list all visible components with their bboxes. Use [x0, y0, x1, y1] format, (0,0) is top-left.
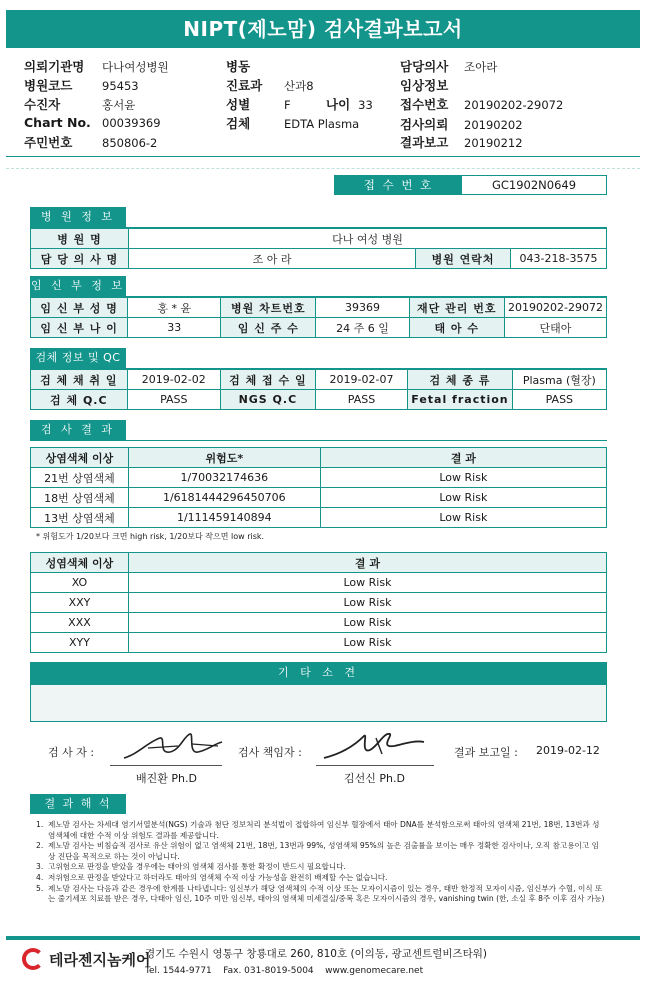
section-specimen-qc: 검체 정보 및 QC [30, 348, 126, 368]
section-patient-info: 임 신 부 정 보 [30, 276, 126, 296]
meta-age: 나이 33 [326, 97, 373, 112]
table-row [31, 249, 607, 269]
column-header: 결 과 [128, 553, 606, 573]
column-header: 위험도* [128, 448, 320, 468]
table-row [31, 298, 607, 318]
meta-report-date: 결과보고 20190212 [400, 135, 523, 150]
patient-name-value: 홍 * 윤 [128, 298, 221, 318]
company-contact [145, 966, 423, 976]
table-row [31, 488, 607, 508]
other-findings-box [30, 684, 607, 722]
autosome-results-table [30, 447, 607, 528]
table-row [31, 468, 607, 488]
header-divider [6, 156, 640, 157]
tester-label: 검 사 자 : [48, 746, 95, 759]
meta-sex: 성별 F [226, 97, 291, 112]
specimen-type-label: 검 체 종 류 [408, 370, 512, 390]
company-fax: Fax. 031-8019-5004 [223, 966, 314, 976]
hospital-phone-label: 병원 연락처 [416, 249, 511, 269]
table-row [31, 573, 607, 593]
meta-patient: 수진자 홍서윤 [24, 97, 136, 112]
meta-resident-no: 주민번호 850806-2 [24, 135, 158, 150]
gestation-weeks-value: 24 주 6 일 [316, 318, 409, 338]
fetus-count-value: 단태아 [504, 318, 606, 338]
table-cell: 1/70032174636 [128, 468, 320, 488]
table-cell: 13번 상염색체 [31, 508, 129, 528]
patient-age-label: 임 신 부 나 이 [31, 318, 128, 338]
tester-name: 배진환 Ph.D [136, 772, 197, 785]
fetus-count-label: 태 아 수 [409, 318, 504, 338]
chief-name: 김선신 Ph.D [344, 772, 405, 785]
chart-number-label: 병원 차트번호 [221, 298, 316, 318]
sex-chromosome-results-table [30, 552, 607, 653]
table-header-row [31, 448, 607, 468]
list-item: 5. 제노맘 검사는 다음과 같은 경우에 한계를 나타냅니다: 임신부가 해당 염색체의 수적 이상 또는 모자이시즘이 있는 경우, 태반 한정적 모자이시즘, 임신부가 수혈, 이식 또는 줄기세포 치료를 받은 경우, 다태아 임신, 10주 미만 임신부, 태아의 염색체 미세결실/중복 혹은 모자이시즘의 경우, vanishing twin (한, 소실 후 8주 이후 검사 가능) [36, 883, 605, 904]
company-address: 경기도 수원시 영통구 창룡대로 260, 810호 (이의동, 광교센트럴비즈타워) [145, 948, 488, 960]
meta-receipt-no: 접수번호 20190202-29072 [400, 97, 564, 112]
ngs-qc-label: NGS Q.C [220, 390, 315, 410]
section-test-results: 검 사 결 과 [30, 420, 126, 440]
doctor-name-value: 조 아 라 [128, 249, 415, 269]
table-cell: 18번 상염색체 [31, 488, 129, 508]
signature-line [110, 765, 222, 766]
table-cell: XXY [31, 593, 129, 613]
chief-label: 검사 책임자 : [238, 746, 302, 759]
receive-date-label: 검 체 접 수 일 [220, 370, 315, 390]
section-hospital-info: 병 원 정 보 [30, 207, 126, 227]
table-row [31, 508, 607, 528]
patient-name-label: 임 신 부 성 명 [31, 298, 128, 318]
fetal-fraction-value: PASS [512, 390, 606, 410]
meta-requesting-org: 의뢰기관명 다나여성병원 [24, 59, 169, 74]
foundation-number-value: 20190202-29072 [504, 298, 606, 318]
meta-doctor: 담당의사 조아라 [400, 59, 498, 74]
specimen-type-value: Plasma (혈장) [512, 370, 606, 390]
hospital-name-label: 병 원 명 [31, 229, 129, 249]
meta-ward: 병동 [226, 59, 251, 74]
table-cell: XYY [31, 633, 129, 653]
meta-specimen: 검체 EDTA Plasma [226, 116, 360, 131]
specimen-qc-label: 검 체 Q.C [31, 390, 128, 410]
report-date-value: 2019-02-12 [536, 744, 600, 757]
interpretation-list [36, 820, 606, 905]
table-cell: 21번 상염색체 [31, 468, 129, 488]
table-cell: Low Risk [320, 508, 606, 528]
table-row [31, 229, 607, 249]
table-row [31, 593, 607, 613]
table-cell: XXX [31, 613, 129, 633]
table-row [31, 390, 607, 410]
section-line [30, 440, 607, 441]
table-row [31, 633, 607, 653]
reception-number-value: GC1902N0649 [491, 178, 577, 192]
column-header: 성염색체 이상 [31, 553, 129, 573]
header-divider-thin [6, 168, 640, 169]
column-header: 상염색체 이상 [31, 448, 129, 468]
section-interpretation: 결 과 해 석 [30, 794, 126, 814]
patient-age-value: 33 [128, 318, 221, 338]
list-item: 3. 고위험으로 판정을 받았을 경우에는 태아의 염색체 검사를 통한 확정이 반드시 필요합니다. [36, 862, 346, 872]
section-other-findings: 기 타 소 견 [30, 662, 607, 684]
table-row [31, 370, 607, 390]
table-cell: Low Risk [320, 488, 606, 508]
list-item: 1. 제노맘 검사는 차세대 염기서열분석(NGS) 기술과 첨단 정보처리 분석법이 접합하여 임신부 혈장에서 태아 DNA를 분석함으로써 태아의 염색체 21번, 18번, 13번과 성염색체에 대한 수적 이상 위험도 결과를 제공합니다. [36, 820, 600, 840]
company-name: 테라젠지놈케어 [49, 950, 151, 969]
hospital-info-table [30, 228, 607, 269]
list-item: 2. 제노맘 검사는 비침습적 검사로 유산 위험이 없고 염색체 21번, 18번, 13번과 99%, 성염색체 95%의 높은 검출률을 보이는 매우 정확한 검사이나, 오직 참고용이고 임상 진단을 목적으로 하는 것이 아닙니다. [36, 841, 599, 861]
collect-date-value: 2019-02-02 [127, 370, 220, 390]
reception-number-box [334, 175, 607, 195]
signature-line [316, 765, 434, 766]
company-website: www.genomecare.net [325, 966, 424, 976]
report-title: NIPT(제노맘) 검사결과보고서 [6, 10, 640, 48]
company-logo [22, 948, 150, 970]
chief-signature-icon [320, 724, 430, 766]
tester-signature-icon [118, 728, 228, 764]
reception-number-label: 접 수 번 호 [335, 176, 462, 194]
meta-request-date: 검사의뢰 20190202 [400, 117, 523, 132]
meta-hospital-code: 병원코드 95453 [24, 78, 139, 93]
table-cell: Low Risk [128, 633, 606, 653]
table-cell: Low Risk [128, 593, 606, 613]
patient-info-table [30, 297, 607, 338]
table-cell: Low Risk [128, 613, 606, 633]
footer-divider [6, 936, 640, 940]
ngs-qc-value: PASS [315, 390, 407, 410]
meta-chart-no: Chart No. 00039369 [24, 115, 161, 130]
foundation-number-label: 재단 관리 번호 [409, 298, 504, 318]
report-date-label: 결과 보고일 : [454, 746, 518, 759]
specimen-table [30, 369, 607, 410]
table-cell: XO [31, 573, 129, 593]
table-cell: Low Risk [128, 573, 606, 593]
company-tel: Tel. 1544-9771 [145, 966, 212, 976]
logo-icon [22, 948, 44, 970]
table-cell: 1/111459140894 [128, 508, 320, 528]
table-row [31, 613, 607, 633]
collect-date-label: 검 체 채 취 일 [31, 370, 128, 390]
gestation-weeks-label: 임 신 주 수 [221, 318, 316, 338]
hospital-phone-value: 043-218-3575 [511, 249, 607, 269]
risk-footnote: * 위험도가 1/20보다 크면 high risk, 1/20보다 작으면 low risk. [36, 532, 265, 541]
column-header: 결 과 [320, 448, 606, 468]
list-item: 4. 저위험으로 판정을 받았다고 하더라도 태아의 염색체 수적 이상 가능성을 완전히 배제할 수는 없습니다. [36, 872, 388, 882]
table-header-row [31, 553, 607, 573]
specimen-qc-value: PASS [127, 390, 220, 410]
chart-number-value: 39369 [316, 298, 409, 318]
meta-department: 진료과 산과8 [226, 78, 314, 93]
table-cell: 1/6181444296450706 [128, 488, 320, 508]
doctor-name-label: 담 당 의 사 명 [31, 249, 129, 269]
meta-clinical-info: 임상정보 [400, 78, 449, 93]
table-row [31, 318, 607, 338]
fetal-fraction-label: Fetal fraction [408, 390, 512, 410]
receive-date-value: 2019-02-07 [315, 370, 407, 390]
table-cell: Low Risk [320, 468, 606, 488]
hospital-name-value: 다나 여성 병원 [128, 229, 606, 249]
